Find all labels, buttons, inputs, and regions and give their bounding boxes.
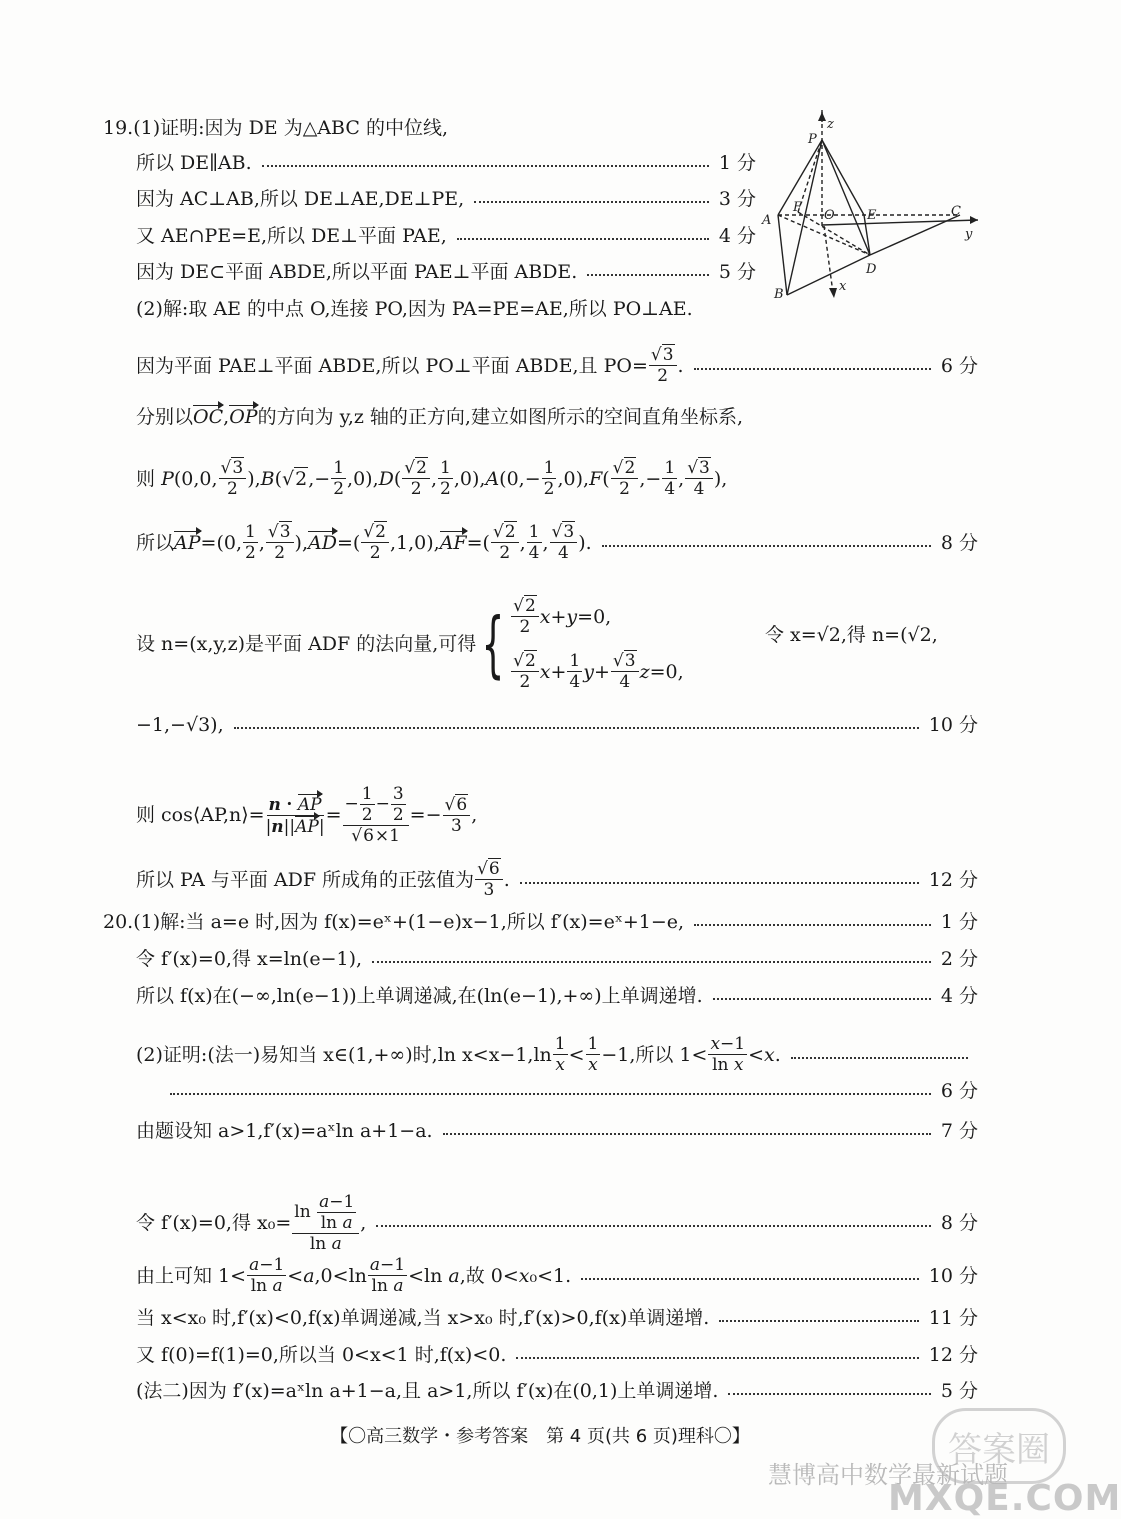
q20-line-2 (136, 948, 978, 970)
score: 2 分 (940, 948, 978, 970)
label-D: D (866, 262, 877, 277)
leader-dots (474, 201, 709, 203)
q20-line-4b (170, 1080, 978, 1102)
leader-dots (791, 1057, 968, 1059)
label-F: F (793, 200, 803, 215)
q20-line-7: 由上可知 1< $\frac{a-1}{\text{ln a}}$ <a,0<ln $\frac{a-1}{\text{ln a}}$ <ln a,故 0<x₀<1. 10 分 (136, 1255, 978, 1296)
q20-text: 令 f′(x)=0,得 x₀= (136, 1212, 292, 1234)
q20-line-1 (103, 911, 978, 933)
q19-line-1 (103, 117, 448, 139)
q19-text: −1,−√3), (136, 714, 224, 736)
watermark-logo: 答案圈 (932, 1408, 1066, 1484)
label-x: x (839, 279, 847, 294)
fraction: $\frac{n・AP}{|n||AP|}$ (265, 794, 325, 837)
q20-line-6: 令 f′(x)=0,得 x₀= ln $\frac{a-1}{\text{ln a}}$ ln a , 8 分 (136, 1192, 978, 1254)
score: 12 分 (928, 868, 978, 891)
q20-text: 又 f(0)=f(1)=0,所以当 0<x<1 时,f(x)<0. (136, 1344, 507, 1366)
q19-text: 所以 PA 与平面 ADF 所成角的正弦值为 (136, 868, 475, 891)
q19-text: 因为 DE⊂平面 ABDE,所以平面 PAE⊥平面 ABDE. (136, 261, 578, 283)
q19-line-2 (136, 152, 756, 174)
q20-line-8 (136, 1307, 978, 1329)
score: 11 分 (928, 1307, 978, 1329)
leader-dots (581, 1278, 919, 1280)
q19-text: 19.(1)证明:因为 DE 为△ABC 的中位线, (103, 117, 448, 139)
q19-text: 因为平面 PAE⊥平面 ABDE,所以 PO⊥平面 ABDE,且 PO= (136, 354, 648, 377)
score: 8 分 (940, 531, 978, 554)
leader-dots (376, 1225, 931, 1227)
score: 5 分 (940, 1380, 978, 1402)
leader-dots (170, 1093, 931, 1095)
leader-dots (694, 368, 931, 370)
score: 1 分 (718, 152, 756, 174)
q19-text: 设 n=(x,y,z)是平面 ADF 的法向量,可得 (136, 633, 477, 655)
q20-text: (法二)因为 f′(x)=aˣln a+1−a,且 a>1,所以 f′(x)在(0,1)上单调递增. (136, 1380, 719, 1402)
watermark-text: 慧博高中数学最新试题 (768, 1461, 1008, 1489)
q19-line-8: 分别以 OC , OP 的方向为 y,z 轴的正方向,建立如图所示的空间直角坐标系, (136, 405, 743, 428)
score: 8 分 (940, 1212, 978, 1234)
q20-text: 所以 f(x)在(−∞,ln(e−1))上单调递减,在(ln(e−1),+∞)上单调递增. (136, 985, 703, 1007)
leader-dots (457, 238, 709, 240)
q20-text: 令 f′(x)=0,得 x=ln(e−1), (136, 948, 363, 970)
score: 6 分 (940, 1080, 978, 1102)
q19-text: 的方向为 y,z 轴的正方向,建立如图所示的空间直角坐标系, (257, 405, 743, 428)
q19-line-6 (136, 298, 693, 320)
leader-dots (713, 998, 931, 1000)
label-E: E (867, 208, 877, 223)
q19-line-14: 所以 PA 与平面 ADF 所成角的正弦值为 √ $\frac{6}{3}$ . 12 分 (136, 859, 978, 900)
leader-dots (443, 1133, 931, 1135)
q20-text: 由题设知 a>1,f′(x)=aˣln a+1−a. (136, 1120, 433, 1142)
fraction: √ $\frac{3}{2}$ (649, 345, 677, 386)
q19-line-4 (136, 225, 756, 247)
score: 4 分 (940, 985, 978, 1007)
score: 3 分 (718, 188, 756, 210)
leader-dots (728, 1393, 930, 1395)
leader-dots (719, 1320, 919, 1322)
fraction: ln $\frac{a-1}{\text{ln a}}$ ln a (292, 1192, 359, 1254)
q19-line-13: 则 cos⟨AP,n⟩= $\frac{n・AP}{|n||AP|}$ = − $\frac{1}{2}$ − $\frac{3}{2}$ √ 6×1 =− √ $\frac{6}{3}$ , (136, 784, 477, 846)
score: 12 分 (928, 1344, 978, 1366)
leader-dots (694, 924, 931, 926)
leader-dots (587, 274, 709, 276)
q19-text: 所以 DE∥AB. (136, 152, 252, 174)
label-P: P (808, 132, 817, 147)
leader-dots (516, 1357, 918, 1359)
label-B: B (774, 287, 784, 302)
score: 1 分 (940, 911, 978, 933)
coordinate-figure (760, 110, 990, 310)
q20-line-5 (136, 1120, 978, 1142)
leader-dots (262, 165, 709, 167)
q20-line-3 (136, 985, 978, 1007)
q19-line-3 (136, 188, 756, 210)
leader-dots (234, 727, 919, 729)
page-footer: 【〇高三数学・参考答案 第 4 页(共 6 页)理科〇】 (330, 1426, 750, 1447)
fraction: − $\frac{1}{2}$ − $\frac{3}{2}$ √ 6×1 (343, 784, 409, 846)
q20-line-9 (136, 1344, 978, 1366)
q20-line-10 (136, 1380, 978, 1402)
q19-text: 则 cos⟨AP,n⟩= (136, 804, 265, 826)
label-O: O (824, 208, 835, 223)
label-C: C (951, 204, 961, 219)
q19-text: 又 AE∩PE=E,所以 DE⊥平面 PAE, (136, 225, 447, 247)
q19-text: 所以 (136, 531, 175, 554)
q20-text: (2)证明:(法一)易知当 x∈(1,+∞)时,ln x<x−1,ln (136, 1043, 552, 1066)
q19-line-10: 所以 AP =(0, $\frac{1}{2}$ , √ $\frac{3}{2}$ ), AD =( √ $\frac{2}{2}$ ,1,0), AF =( √ $\frac{2}{2}$ , $\frac{1}{4}$ , √ $\frac{3}{4}$ ). 8 分 (136, 522, 978, 563)
leader-dots (602, 545, 931, 547)
label-A: A (762, 213, 772, 228)
q19-line-11b (765, 624, 938, 646)
score: 4 分 (718, 225, 756, 247)
watermark-site: MXQE.COM (888, 1478, 1121, 1519)
equation-system: { √ $\frac{2}{2}$ x+y=0, √ $\frac{2}{2}$ x+ $\frac{1}{4}$ y+ √ $\frac{3}{4}$ z=0, (476, 596, 683, 692)
q19-text: 则 (136, 467, 156, 490)
leader-dots (372, 961, 931, 963)
q19-line-12 (136, 714, 978, 736)
score: 7 分 (940, 1120, 978, 1142)
q19-text: 令 x=√2,得 n=(√2, (765, 624, 938, 646)
q20-text: 20.(1)解:当 a=e 时,因为 f(x)=eˣ+(1−e)x−1,所以 f′(x)=eˣ+1−e, (103, 911, 685, 933)
q20-line-4: (2)证明:(法一)易知当 x∈(1,+∞)时,ln x<x−1,ln $\frac{1}{x}$ < $\frac{1}{x}$ −1,所以 1< $\frac{x-1}{\text{ln x}}$ <x. (136, 1034, 978, 1075)
q19-line-9: 则 P(0,0, √ $\frac{3}{2}$ ),B(√ 2,− $\frac{1}{2}$ ,0),D( √ $\frac{2}{2}$ , $\frac{1}{2}$ ,0),A(0,− $\frac{1}{2}$ ,0),F( √ $\frac{2}{2}$ ,− $\frac{1}{4}$ , √ $\frac{3}{4}$ ), (136, 458, 727, 499)
q19-text: 因为 AC⊥AB,所以 DE⊥AE,DE⊥PE, (136, 188, 465, 210)
label-y: y (965, 227, 973, 242)
label-z: z (827, 117, 834, 132)
q19-text: (2)解:取 AE 的中点 O,连接 PO,因为 PA=PE=AE,所以 PO⊥AE. (136, 298, 693, 320)
q20-text: 当 x<x₀ 时,f′(x)<0,f(x)单调递减,当 x>x₀ 时,f′(x)>0,f(x)单调递增. (136, 1307, 710, 1329)
q19-text: 分别以 (136, 405, 194, 428)
q19-line-11 (136, 596, 684, 692)
score: 6 分 (940, 354, 978, 377)
q19-line-5 (136, 261, 756, 283)
leader-dots (520, 882, 919, 884)
q19-line-7: 因为平面 PAE⊥平面 ABDE,所以 PO⊥平面 ABDE,且 PO= √ $\frac{3}{2}$ . 6 分 (136, 345, 978, 386)
score: 10 分 (928, 714, 978, 736)
score: 10 分 (928, 1264, 978, 1287)
score: 5 分 (718, 261, 756, 283)
q20-text: 由上可知 1< (136, 1264, 247, 1287)
